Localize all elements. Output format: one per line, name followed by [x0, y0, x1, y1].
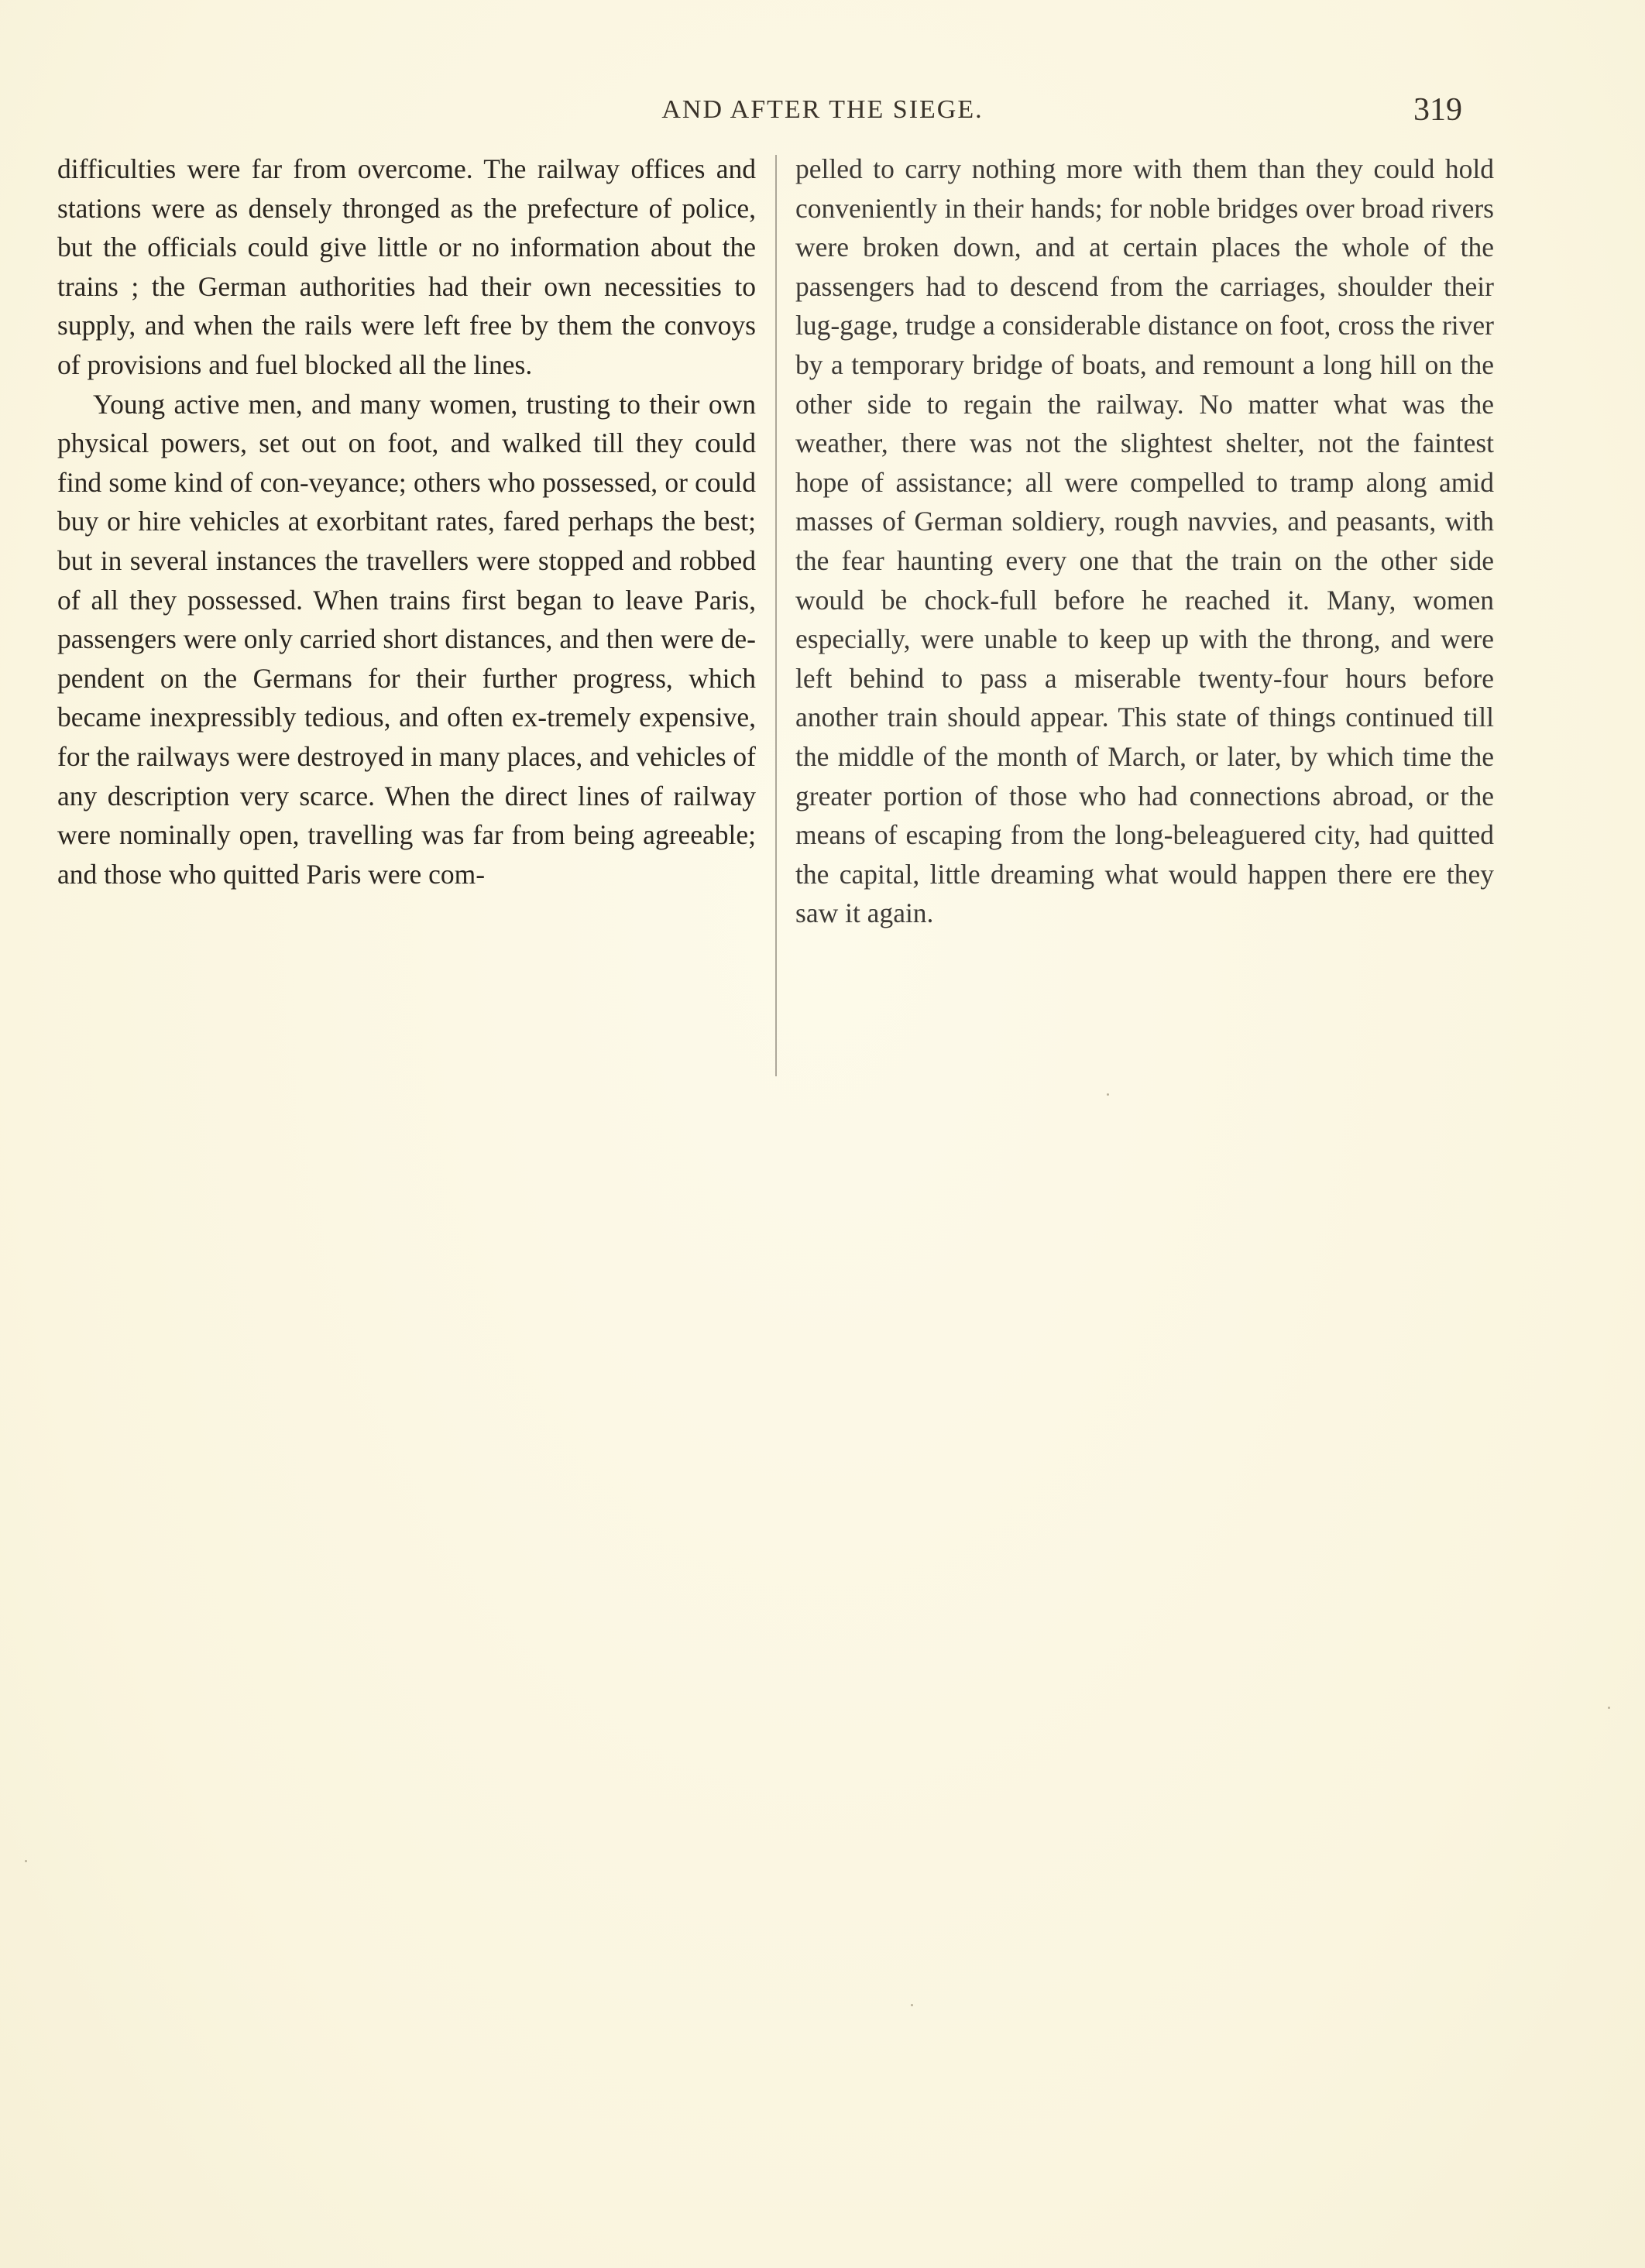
paragraph: pelled to carry nothing more with them than they could hold conveniently in their hands; for noble bridges over broad rivers were broken down, and at certain places the whole of the passengers had to descend from the carriages, shoulder their lug-gage, trudge a considerable distance on foot, cross the river by a temporary bridge of boats, and remount a long hill on the other side to regain the railway. No matter what was the weather, there was not the slightest shelter, not the faintest hope of assistance; all were compelled to tramp along amid masses of German soldiery, rough navvies, and peasants, with the fear haunting every one that the train on the other side would be chock-full before he reached it. Many, women especially, were unable to keep up with the throng, and were left behind to pass a miserable twenty-four hours before another train should appear. This state of things continued till the middle of the month of March, or later, by which time the greater portion of those who had connections abroad, or the means of escaping from the long-beleaguered city, had quitted the capital, little dreaming what would happen there ere they saw it again.	[795, 153, 1494, 929]
paper-speck	[1107, 1093, 1109, 1096]
paper-speck	[25, 1860, 27, 1862]
paper-speck	[911, 2004, 913, 2006]
paragraph: Young active men, and many women, trusting to their own physical powers, set out on foot, and walked till they could find some kind of con-veyance; others who possessed, or could buy or hire vehicles at exorbitant rates, fared perhaps the best; but in several instances the travellers were stopped and robbed of all they possessed. When trains first began to leave Paris, passengers were only carried short distances, and then were de-pendent on the Germans for their further progress, which became inexpressibly tedious, and often ex-tremely expensive, for the railways were destroyed in many places, and vehicles of any description very scarce. When the direct lines of railway were nominally open, travelling was far from being agreeable; and those who quitted Paris were com-	[57, 388, 756, 890]
left-column	[57, 149, 756, 894]
column-divider	[775, 155, 777, 1076]
page-number: 319	[1413, 92, 1462, 128]
running-head	[0, 87, 1645, 133]
paragraph: difficulties were far from overcome. The railway offices and stations were as densely thronged as the prefecture of police, but the officials could give little or no information about the trains ; the German authorities had their own necessities to supply, and when the rails were left free by them the convoys of provisions and fuel blocked all the lines.	[57, 153, 756, 380]
paper-speck	[1608, 1707, 1610, 1709]
right-column	[795, 149, 1494, 933]
running-title: AND AFTER THE SIEGE.	[661, 95, 984, 124]
